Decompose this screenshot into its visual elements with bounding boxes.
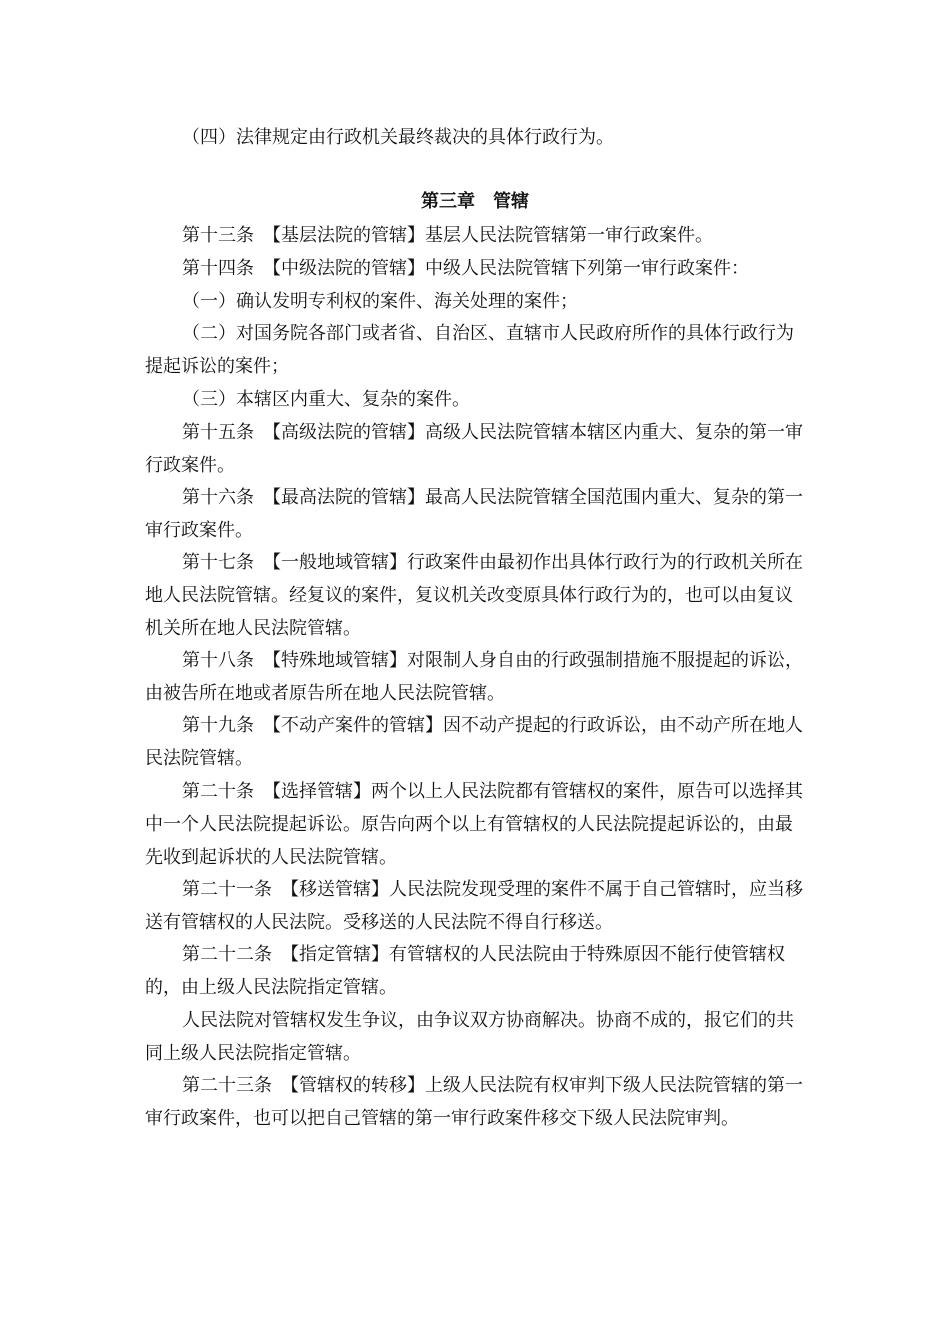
article-22: 第二十二条 【指定管辖】有管辖权的人民法院由于特殊原因不能行使管辖权的，由上级人民法院指定管辖。: [145, 944, 785, 998]
article-23: 第二十三条 【管辖权的转移】上级人民法院有权审判下级人民法院管辖的第一审行政案件，也可以把自己管辖的第一审行政案件移交下级人民法院审判。: [145, 1075, 803, 1129]
article-22-paragraph-2: 人民法院对管辖权发生争议，由争议双方协商解决。协商不成的，报它们的共同上级人民法院指定管辖。: [145, 1010, 794, 1064]
article-15: 第十五条 【高级法院的管辖】高级人民法院管辖本辖区内重大、复杂的第一审行政案件。: [145, 422, 803, 476]
article-14-item-1: （一）确认发明专利权的案件、海关处理的案件；: [182, 291, 578, 312]
chapter-title: 第三章 管辖: [421, 191, 529, 212]
article-14-item-3: （三）本辖区内重大、复杂的案件。: [182, 389, 470, 410]
article-16: 第十六条 【最高法院的管辖】最高人民法院管辖全国范围内重大、复杂的第一审行政案件。: [145, 487, 803, 541]
article-21: 第二十一条 【移送管辖】人民法院发现受理的案件不属于自己管辖时，应当移送有管辖权的人民法院。受移送的人民法院不得自行移送。: [145, 879, 803, 933]
article-20: 第二十条 【选择管辖】两个以上人民法院都有管辖权的案件，原告可以选择其中一个人民法院提起诉讼。原告向两个以上有管辖权的人民法院提起诉讼的，由最先收到起诉状的人民法院管辖。: [145, 781, 803, 868]
article-19: 第十九条 【不动产案件的管辖】因不动产提起的行政诉讼，由不动产所在地人民法院管辖。: [145, 715, 803, 769]
article-18: 第十八条 【特殊地域管辖】对限制人身自由的行政强制措施不服提起的诉讼，由被告所在地或者原告所在地人民法院管辖。: [145, 650, 803, 704]
article-17: 第十七条 【一般地域管辖】行政案件由最初作出具体行政行为的行政机关所在地人民法院管辖。经复议的案件，复议机关改变原具体行政行为的，也可以由复议机关所在地人民法院管辖。: [145, 552, 803, 639]
paragraph-item-4: （四）法律规定由行政机关最终裁决的具体行政行为。: [182, 127, 614, 148]
article-14-item-2: （二）对国务院各部门或者省、自治区、直辖市人民政府所作的具体行政行为提起诉讼的案件；: [145, 323, 794, 377]
article-14: 第十四条 【中级法院的管辖】中级人民法院管辖下列第一审行政案件：: [182, 258, 749, 279]
article-13: 第十三条 【基层法院的管辖】基层人民法院管辖第一审行政案件。: [182, 225, 713, 246]
